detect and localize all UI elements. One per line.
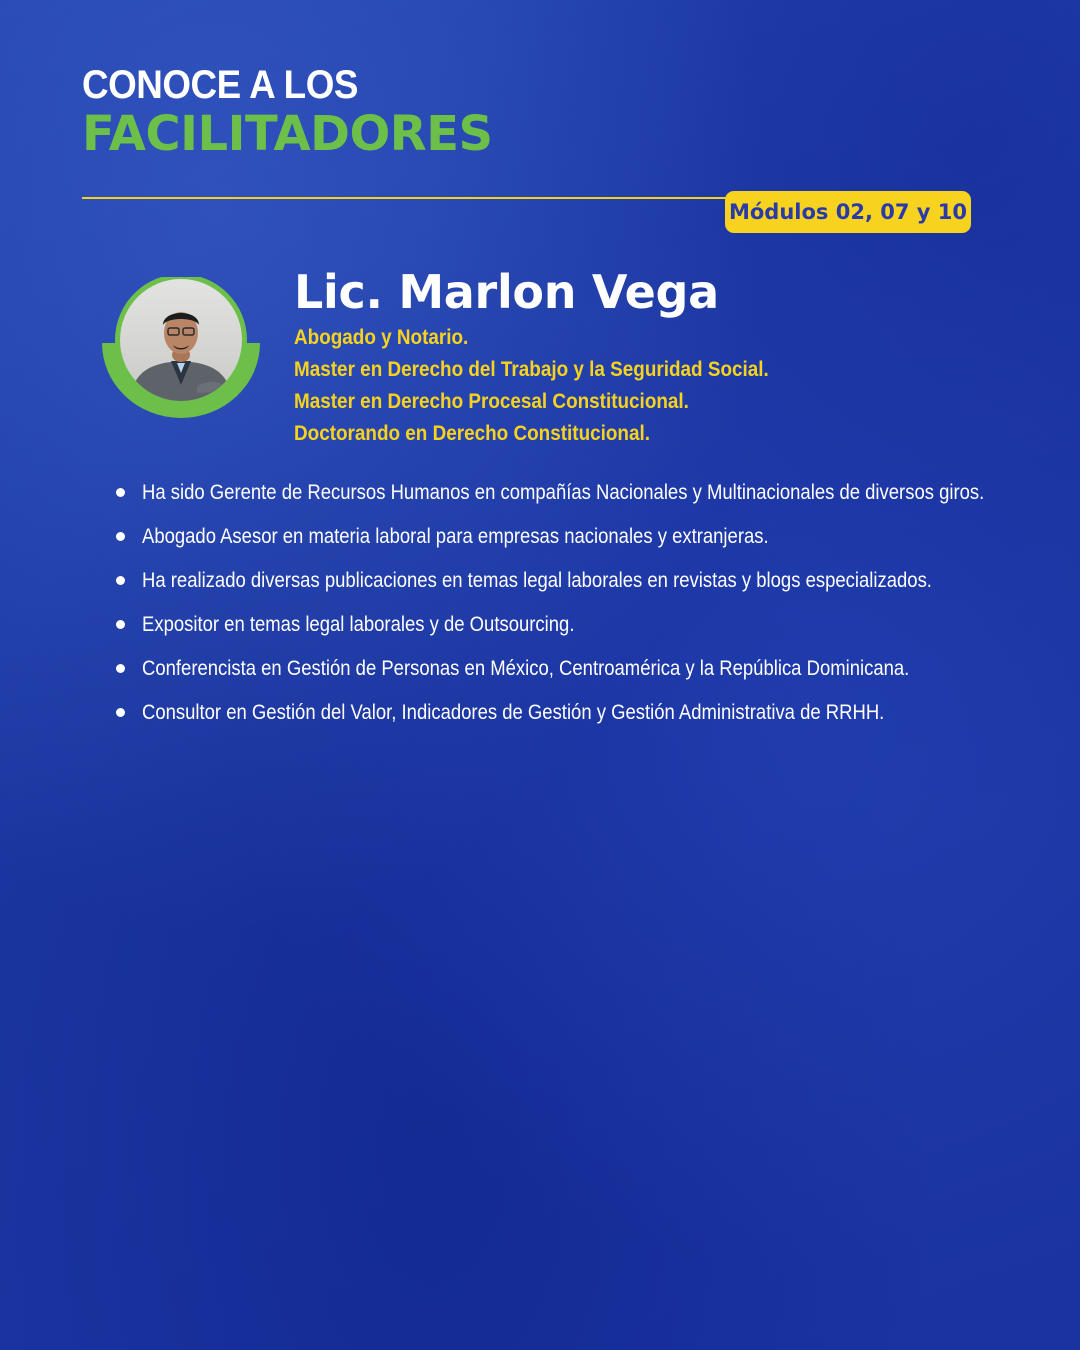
credential-item: Master en Derecho del Trabajo y la Seguridad Social. — [294, 358, 769, 381]
bullet-dot-icon — [116, 708, 125, 717]
credential-item: Doctorando en Derecho Constitucional. — [294, 422, 650, 445]
bullet-dot-icon — [116, 576, 125, 585]
bio-text: Conferencista en Gestión de Personas en México, Centroamérica y la República Dominicana. — [142, 657, 910, 680]
bullet-dot-icon — [116, 488, 125, 497]
heading-line-1: CONOCE A LOS — [82, 63, 358, 107]
modules-badge: Módulos 02, 07 y 10 — [725, 191, 971, 233]
credential-item: Master en Derecho Procesal Constitucional. — [294, 390, 689, 413]
heading-line-2: FACILITADORES — [82, 106, 493, 162]
divider-line — [82, 197, 732, 199]
facilitator-portrait — [101, 277, 261, 419]
bio-text: Abogado Asesor en materia laboral para empresas nacionales y extranjeras. — [142, 525, 769, 548]
bullet-dot-icon — [116, 664, 125, 673]
bio-text: Ha realizado diversas publicaciones en temas legal laborales en revistas y blogs especializados. — [142, 569, 932, 592]
bio-text: Ha sido Gerente de Recursos Humanos en compañías Nacionales y Multinacionales de diversos giros. — [142, 481, 985, 504]
credential-item: Abogado y Notario. — [294, 326, 469, 349]
page-heading — [82, 62, 493, 160]
facilitator-name: Lic. Marlon Vega — [294, 265, 719, 319]
bio-text: Expositor en temas legal laborales y de Outsourcing. — [142, 613, 575, 636]
credentials-list — [294, 322, 822, 450]
bio-text: Consultor en Gestión del Valor, Indicadores de Gestión y Gestión Administrativa de RRHH. — [142, 701, 885, 724]
bullet-dot-icon — [116, 532, 125, 541]
bullet-dot-icon — [116, 620, 125, 629]
